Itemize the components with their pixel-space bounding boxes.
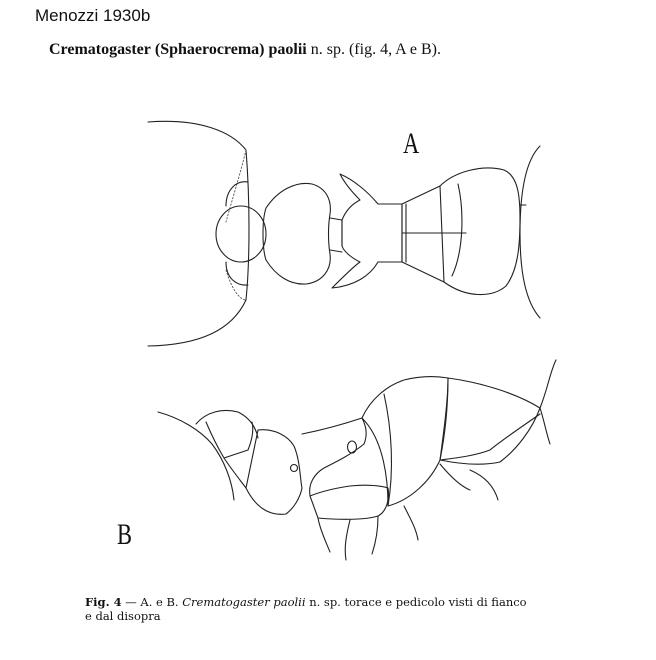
lateral-view-drawing	[158, 360, 556, 560]
head-suture	[226, 150, 246, 300]
caption-dash: —	[125, 595, 137, 609]
petiole-segment	[402, 186, 444, 282]
caption-fig-number: Fig. 4	[85, 595, 122, 609]
caption-taxon: Crematogaster paolii	[182, 595, 306, 609]
lateral-gaster	[440, 378, 540, 464]
dorsal-view-drawing	[148, 121, 540, 346]
caption-views: A. e B.	[140, 595, 179, 609]
mesonotum-segment	[263, 183, 330, 284]
source-label: Menozzi 1930b	[35, 6, 151, 25]
heading-species: paolii	[268, 41, 307, 58]
lateral-propodeal-spine	[302, 418, 366, 496]
heading-rest: n. sp. (fig. 4, A e B).	[310, 41, 441, 58]
head-outline	[148, 121, 249, 346]
caption-line2: e dal disopra	[85, 609, 161, 623]
gaster-edge	[520, 146, 540, 318]
pronotum-segment	[216, 206, 266, 262]
figure-label-a: A	[403, 127, 420, 160]
figure-label-b: B	[117, 518, 133, 551]
figure-caption	[85, 595, 630, 623]
lateral-postpetiole	[362, 377, 448, 506]
heading-genus: Crematogaster	[49, 41, 151, 58]
caption-line1-rest: n. sp. torace e pedicolo visti di fianco	[309, 595, 527, 609]
heading-subgenus: (Sphaerocrema)	[154, 41, 265, 58]
